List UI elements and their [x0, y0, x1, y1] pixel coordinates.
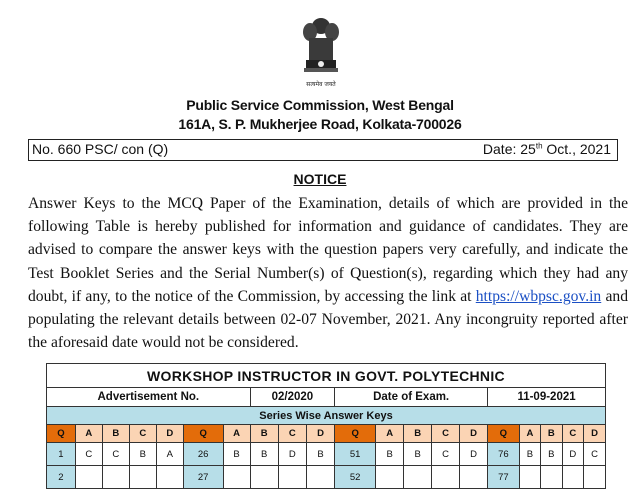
column-header: Q: [488, 425, 520, 443]
column-header: D: [460, 425, 488, 443]
column-header: B: [541, 425, 562, 443]
answer-cell: [102, 466, 129, 489]
answer-cell: D: [278, 443, 306, 466]
column-header: Q: [47, 425, 76, 443]
organization-address: 161A, S. P. Mukherjee Road, Kolkata-700026: [178, 116, 462, 132]
answer-cell: [250, 466, 278, 489]
answer-cell: [541, 466, 562, 489]
answer-cell: [404, 466, 432, 489]
column-header: A: [376, 425, 404, 443]
column-header: D: [306, 425, 334, 443]
reference-number: No. 660 PSC/ con (Q): [32, 141, 169, 157]
column-header: C: [278, 425, 306, 443]
answer-cell: [223, 466, 250, 489]
column-header-row: [47, 425, 606, 443]
answer-cell: B: [223, 443, 250, 466]
answer-cell: D: [460, 443, 488, 466]
answer-cell: [306, 466, 334, 489]
organization-name: Public Service Commission, West Bengal: [186, 97, 454, 113]
column-header: Q: [335, 425, 376, 443]
question-number: 26: [183, 443, 223, 466]
advertisement-value: 02/2020: [250, 388, 335, 407]
question-number: 52: [335, 466, 376, 489]
table-row: [47, 466, 606, 489]
answer-cell: [562, 466, 583, 489]
question-number: 1: [47, 443, 76, 466]
column-header: D: [584, 425, 606, 443]
answer-cell: [432, 466, 460, 489]
column-header: A: [519, 425, 540, 443]
notice-date: Date: 25th Oct., 2021: [482, 141, 611, 157]
notice-title: NOTICE: [293, 171, 347, 187]
answer-cell: C: [102, 443, 129, 466]
column-header: C: [562, 425, 583, 443]
answer-cell: B: [250, 443, 278, 466]
answer-cell: [519, 466, 540, 489]
question-number: 76: [488, 443, 520, 466]
answer-cell: B: [404, 443, 432, 466]
column-header: C: [129, 425, 156, 443]
answer-cell: [156, 466, 183, 489]
column-header: B: [250, 425, 278, 443]
answer-cell: B: [541, 443, 562, 466]
answer-cell: B: [306, 443, 334, 466]
answer-cell: D: [562, 443, 583, 466]
column-header: A: [223, 425, 250, 443]
answer-key-table: [46, 363, 606, 489]
column-header: Q: [183, 425, 223, 443]
state-emblem-icon: [296, 16, 346, 96]
answer-cell: [584, 466, 606, 489]
emblem-motto: सत्यमेव जयते: [306, 81, 336, 88]
notice-body: Answer Keys to the MCQ Paper of the Examination, details of which are provided in the following Table is hereby published for information and guidance of candidates. They are advised to compare the answer keys with the question papers very carefully, and indicate the Test Booklet Series and the Serial Number(s) of Question(s), regarding which they had any doubt, if any, to the notice of the Commission, by accessing the link at https://wbpsc.gov.in and populating the relevant details between 02-07 November, 2021. Any incongruity reported after the aforesaid date would not be considered.: [28, 195, 628, 352]
exam-date-value: 11-09-2021: [488, 388, 606, 407]
table-row: [47, 443, 606, 466]
table-title: WORKSHOP INSTRUCTOR IN GOVT. POLYTECHNIC: [47, 364, 606, 388]
answer-cell: B: [376, 443, 404, 466]
reference-box: [28, 139, 618, 161]
answer-cell: C: [432, 443, 460, 466]
answer-cell: B: [129, 443, 156, 466]
answer-cell: C: [584, 443, 606, 466]
answer-cell: [278, 466, 306, 489]
question-number: 27: [183, 466, 223, 489]
series-header: Series Wise Answer Keys: [47, 407, 606, 425]
answer-cell: B: [519, 443, 540, 466]
advertisement-label: Advertisement No.: [47, 388, 251, 407]
question-number: 77: [488, 466, 520, 489]
column-header: A: [75, 425, 102, 443]
answer-cell: [75, 466, 102, 489]
answer-cell: A: [156, 443, 183, 466]
answer-cell: [460, 466, 488, 489]
answer-cell: C: [75, 443, 102, 466]
question-number: 51: [335, 443, 376, 466]
question-number: 2: [47, 466, 76, 489]
exam-date-label: Date of Exam.: [335, 388, 488, 407]
answer-cell: [129, 466, 156, 489]
column-header: D: [156, 425, 183, 443]
column-header: C: [432, 425, 460, 443]
column-header: B: [102, 425, 129, 443]
answer-cell: [376, 466, 404, 489]
column-header: B: [404, 425, 432, 443]
wbpsc-link[interactable]: https://wbpsc.gov.in: [475, 287, 602, 305]
